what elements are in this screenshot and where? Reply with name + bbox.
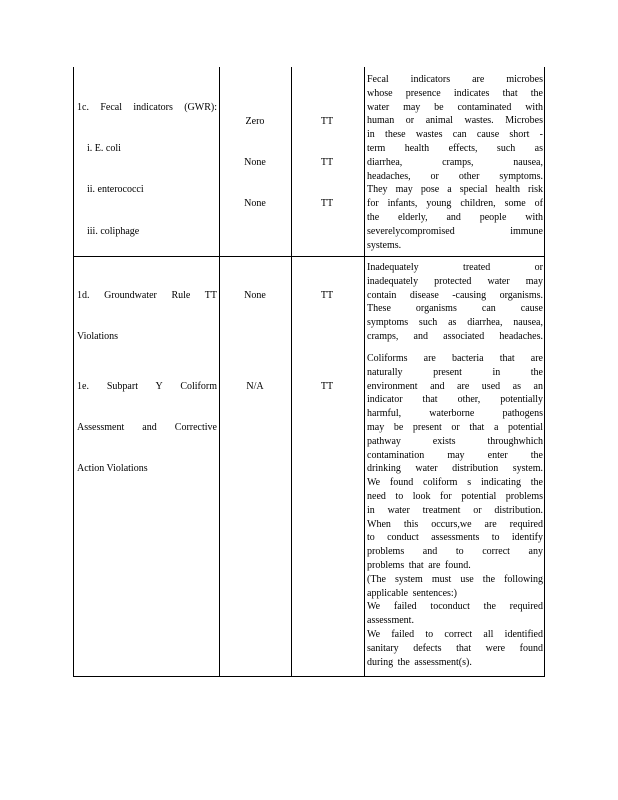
row-1d-tt: [292, 261, 362, 330]
row-1d-health-effects: [367, 261, 543, 344]
effects-line: diarrhea, cramps, nausea,: [367, 156, 543, 168]
row-1d-mcl: [220, 261, 290, 330]
effects-line: Fecal indicators are microbes: [367, 74, 543, 85]
contaminant-table: [73, 67, 545, 677]
effects-line: Inadequately treated or: [367, 262, 543, 273]
tt-value: TT: [320, 156, 334, 168]
effects-line: in water treatment or distribution.: [367, 504, 543, 516]
row-1c-contaminant: [77, 73, 217, 266]
effects-line: in these wastes can cause short -: [367, 129, 543, 141]
tt-value: TT: [320, 115, 334, 127]
effects-line: contamination may enter the: [367, 449, 543, 461]
contaminant-line: Violations: [77, 330, 119, 342]
effects-line: We failed toconduct the required: [367, 601, 543, 613]
effects-line: When this occurs,we are required: [367, 518, 543, 530]
row-1c-tt: [292, 87, 362, 239]
effects-line: to conduct assessments to identify: [367, 532, 543, 544]
row-1e-mcl: [220, 352, 290, 421]
effects-line: problems that are found.: [367, 559, 471, 571]
effects-line: water may be contaminated with: [367, 101, 543, 113]
effects-line: applicable sentences:): [367, 587, 458, 599]
contaminant-line: 1c. Fecal indicators (GWR):: [77, 101, 217, 113]
effects-line: assessment.: [367, 615, 414, 627]
row-1e-contaminant: [77, 352, 217, 504]
effects-line: symptoms such as diarrhea, nausea,: [367, 317, 543, 329]
effects-line: headaches, or other symptoms.: [367, 170, 543, 182]
effects-line: pathway exists throughwhich: [367, 435, 543, 447]
column-divider: [364, 67, 365, 676]
contaminant-line: Action Violations: [77, 463, 148, 475]
tt-value: TT: [320, 198, 334, 210]
effects-line: They may pose a special health risk: [367, 184, 543, 196]
effects-line: naturally present in the: [367, 366, 543, 378]
effects-line: These organisms can cause: [367, 303, 543, 315]
effects-line: harmful, waterborne pathogens: [367, 408, 543, 420]
mcl-value: N/A: [246, 380, 264, 392]
row-1e-health-effects: [367, 352, 543, 669]
contaminant-line: i. E. coli: [87, 142, 121, 154]
effects-line: (The system must use the following: [367, 573, 543, 585]
effects-line: term health effects, such as: [367, 142, 543, 154]
effects-line: drinking water distribution system.: [367, 463, 543, 475]
tt-value: TT: [320, 289, 334, 301]
effects-line: environment and are used as an: [367, 380, 543, 392]
contaminant-line: iii. coliphage: [87, 225, 140, 237]
effects-line: indicator that other, potentially: [367, 394, 543, 406]
row-1c-health-effects: [367, 73, 543, 252]
effects-line: the elderly, and people with: [367, 211, 543, 223]
contaminant-line: ii. enterococci: [87, 184, 144, 196]
mcl-value: None: [244, 156, 266, 168]
effects-line: We failed to correct all identified: [367, 628, 543, 640]
row-1e-tt: [292, 352, 362, 421]
effects-line: human or animal wastes. Microbes: [367, 115, 543, 127]
mcl-value: None: [244, 198, 266, 210]
effects-line: during the assessment(s).: [367, 656, 472, 668]
effects-line: cramps, and associated headaches.: [367, 330, 543, 342]
effects-line: severelycompromised immune: [367, 225, 543, 237]
tt-value: TT: [320, 380, 334, 392]
effects-line: We found coliform s indicating the: [367, 477, 543, 489]
contaminant-line: 1e. Subpart Y Coliform: [77, 380, 217, 392]
effects-line: sanitary defects that were found: [367, 642, 543, 654]
contaminant-line: 1d. Groundwater Rule TT: [77, 289, 217, 301]
effects-line: contain disease -causing organisms.: [367, 289, 543, 301]
effects-line: need to look for potential problems: [367, 490, 543, 502]
contaminant-line: Assessment and Corrective: [77, 421, 217, 433]
row-1c-mcl: [220, 87, 290, 239]
mcl-value: None: [244, 289, 266, 301]
effects-line: may be present or that a potential: [367, 421, 543, 433]
effects-line: for infants, young children, some of: [367, 198, 543, 210]
effects-line: Coliforms are bacteria that are: [367, 353, 543, 364]
mcl-value: Zero: [245, 115, 265, 127]
effects-line: systems.: [367, 239, 402, 251]
effects-line: whose presence indicates that the: [367, 87, 543, 99]
effects-line: inadequately protected water may: [367, 275, 543, 287]
effects-line: problems and to correct any: [367, 546, 543, 558]
